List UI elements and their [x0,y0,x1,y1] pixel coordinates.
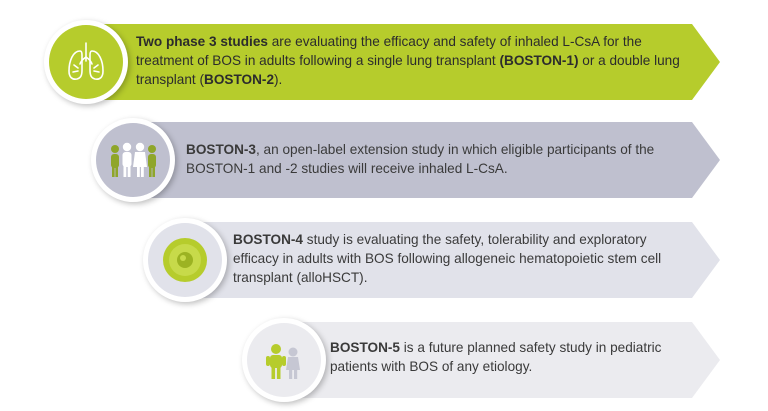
cell-icon [148,223,222,297]
study-description: BOSTON-5 is a future planned safety study in pediatric patients with BOS of any etiology. [330,340,662,374]
people-group-icon [96,123,170,197]
icon-badge [44,20,128,104]
icon-badge [242,318,326,402]
study-description: BOSTON-3, an open-label extension study in which eligible participants of the BOSTON-1 and -2 studies will receive inhaled L-CsA. [186,142,655,176]
icon-badge [143,218,227,302]
study-description: Two phase 3 studies are evaluating the efficacy and safety of inhaled L-CsA for the treatment of BOS in adults following a single lung transplant (BOSTON-1) or a double lung transplant (BOSTON-2). [136,34,680,87]
children-icon [247,323,321,397]
icon-badge [91,118,175,202]
lungs-icon [49,25,123,99]
study-description: BOSTON-4 study is evaluating the safety, tolerability and exploratory efficacy in adults with BOS following allogeneic hematopoietic stem cell transplant (alloHSCT). [233,232,662,285]
